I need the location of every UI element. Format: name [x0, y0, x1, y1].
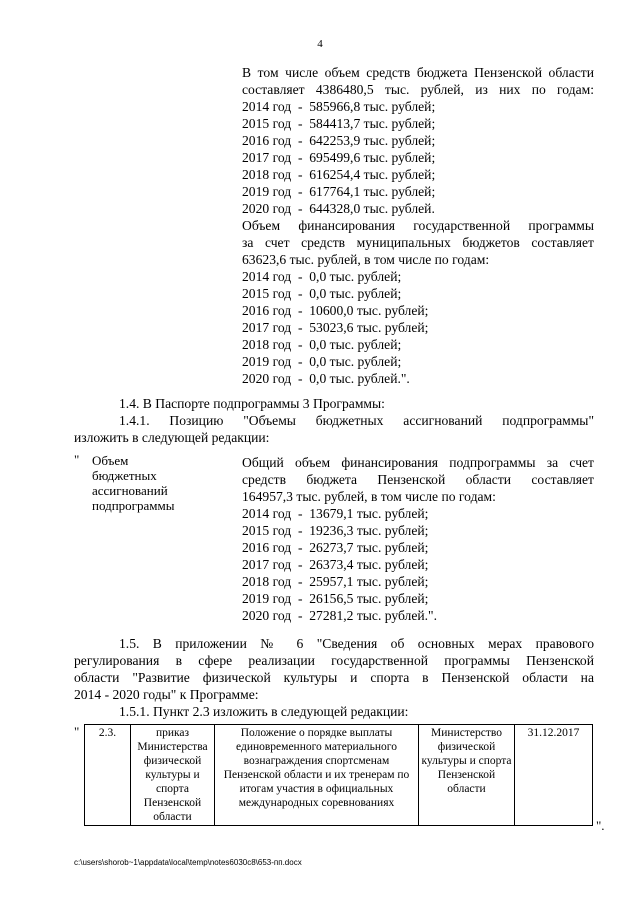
year-line: 2016 год - 642253,9 тыс. рублей; [242, 133, 436, 148]
intro-line: В том числе объем средств бюджета Пензенской области [242, 65, 594, 80]
year-line: 2014 год - 585966,8 тыс. рублей; [242, 99, 436, 114]
passport-label-line: бюджетных [92, 468, 157, 483]
year-line: 2017 год - 695499,6 тыс. рублей; [242, 150, 436, 165]
year-line: 2014 год - 0,0 тыс. рублей; [242, 269, 402, 284]
year-line: 2017 год - 53023,6 тыс. рублей; [242, 320, 429, 335]
section-1-4-heading: 1.4. В Паспорте подпрограммы 3 Программы: [119, 396, 385, 411]
year-line: 2015 год - 0,0 тыс. рублей; [242, 286, 402, 301]
section-1-5-1-line: 1.5.1. Пункт 2.3 изложить в следующей редакции: [119, 704, 409, 719]
year-line: 2019 год - 0,0 тыс. рублей; [242, 354, 402, 369]
section-1-5-line: регулирования в сфере реализации государственной программы Пензенской [74, 653, 594, 668]
year-line: 2015 год - 584413,7 тыс. рублей; [242, 116, 436, 131]
section-1-5-line: 1.5. В приложении № 6 "Сведения об основных мерах правового [119, 636, 594, 651]
passport-label [92, 453, 174, 513]
passport-text [242, 454, 594, 624]
year-line: 2014 год - 13679,1 тыс. рублей; [242, 506, 429, 521]
passport-label-line: ассигнований [92, 483, 168, 498]
municipal-line: 63623,6 тыс. рублей, в том числе по годам: [242, 252, 490, 267]
table-open-quote: " [74, 724, 80, 739]
table-close-quote: ". [596, 818, 605, 833]
year-line: 2020 год - 644328,0 тыс. рублей. [242, 201, 435, 216]
year-line: 2020 год - 27281,2 тыс. рублей.". [242, 608, 437, 623]
year-line: 2016 год - 26273,7 тыс. рублей; [242, 540, 429, 555]
municipal-line: Объем финансирования государственной программы [242, 218, 594, 233]
page-number: 4 [317, 38, 323, 50]
cell-executor: Министерство физической культуры и спорта Пензенской области [419, 725, 515, 826]
year-line: 2019 год - 26156,5 тыс. рублей; [242, 591, 429, 606]
section-1-4-1-line: изложить в следующей редакции: [74, 430, 270, 445]
year-line: 2015 год - 19236,3 тыс. рублей; [242, 523, 429, 538]
table-row [85, 725, 593, 826]
passport-label-line: Объем [92, 453, 129, 468]
year-line: 2020 год - 0,0 тыс. рублей.". [242, 371, 410, 386]
year-line: 2018 год - 0,0 тыс. рублей; [242, 337, 402, 352]
footer-file-path: c:\users\shorob~1\appdata\local\temp\notes6030c8\653-пп.docx [74, 858, 302, 867]
year-line: 2017 год - 26373,4 тыс. рублей; [242, 557, 429, 572]
passport-text-line: Общий объем финансирования подпрограммы за счет [242, 455, 594, 470]
passport-label-line: подпрограммы [92, 498, 175, 513]
cell-content: Положение о порядке выплаты единовременного материального вознаграждения спортсменам Пензенской области и их тренерам по итогам участия в официальных международных соревнованиях [215, 725, 419, 826]
year-line: 2018 год - 616254,4 тыс. рублей; [242, 167, 436, 182]
year-line: 2018 год - 25957,1 тыс. рублей; [242, 574, 429, 589]
section-1-5-line: 2014 - 2020 годы" к Программе: [74, 687, 259, 702]
municipal-line: за счет средств муниципальных бюджетов составляет [242, 235, 594, 250]
cell-number: 2.3. [85, 725, 131, 826]
passport-text-line: 164957,3 тыс. рублей, в том числе по годам: [242, 489, 496, 504]
section-1-4-1-line: 1.4.1. Позицию "Объемы бюджетных ассигнований подпрограммы" [119, 413, 594, 428]
measures-table [84, 724, 593, 826]
cell-document-type: приказ Министерства физической культуры и спорта Пензенской области [131, 725, 215, 826]
passport-text-line: средств бюджета Пензенской области составляет [242, 472, 594, 487]
cell-date: 31.12.2017 [515, 725, 593, 826]
open-quote: " [74, 452, 80, 467]
intro-line: составляет 4386480,5 тыс. рублей, из них по годам: [242, 82, 594, 97]
budget-block [242, 64, 594, 387]
section-1-5-line: области "Развитие физической культуры и спорта в Пензенской области на [74, 670, 594, 685]
year-line: 2019 год - 617764,1 тыс. рублей; [242, 184, 436, 199]
section-1-5 [74, 635, 594, 720]
year-line: 2016 год - 10600,0 тыс. рублей; [242, 303, 429, 318]
